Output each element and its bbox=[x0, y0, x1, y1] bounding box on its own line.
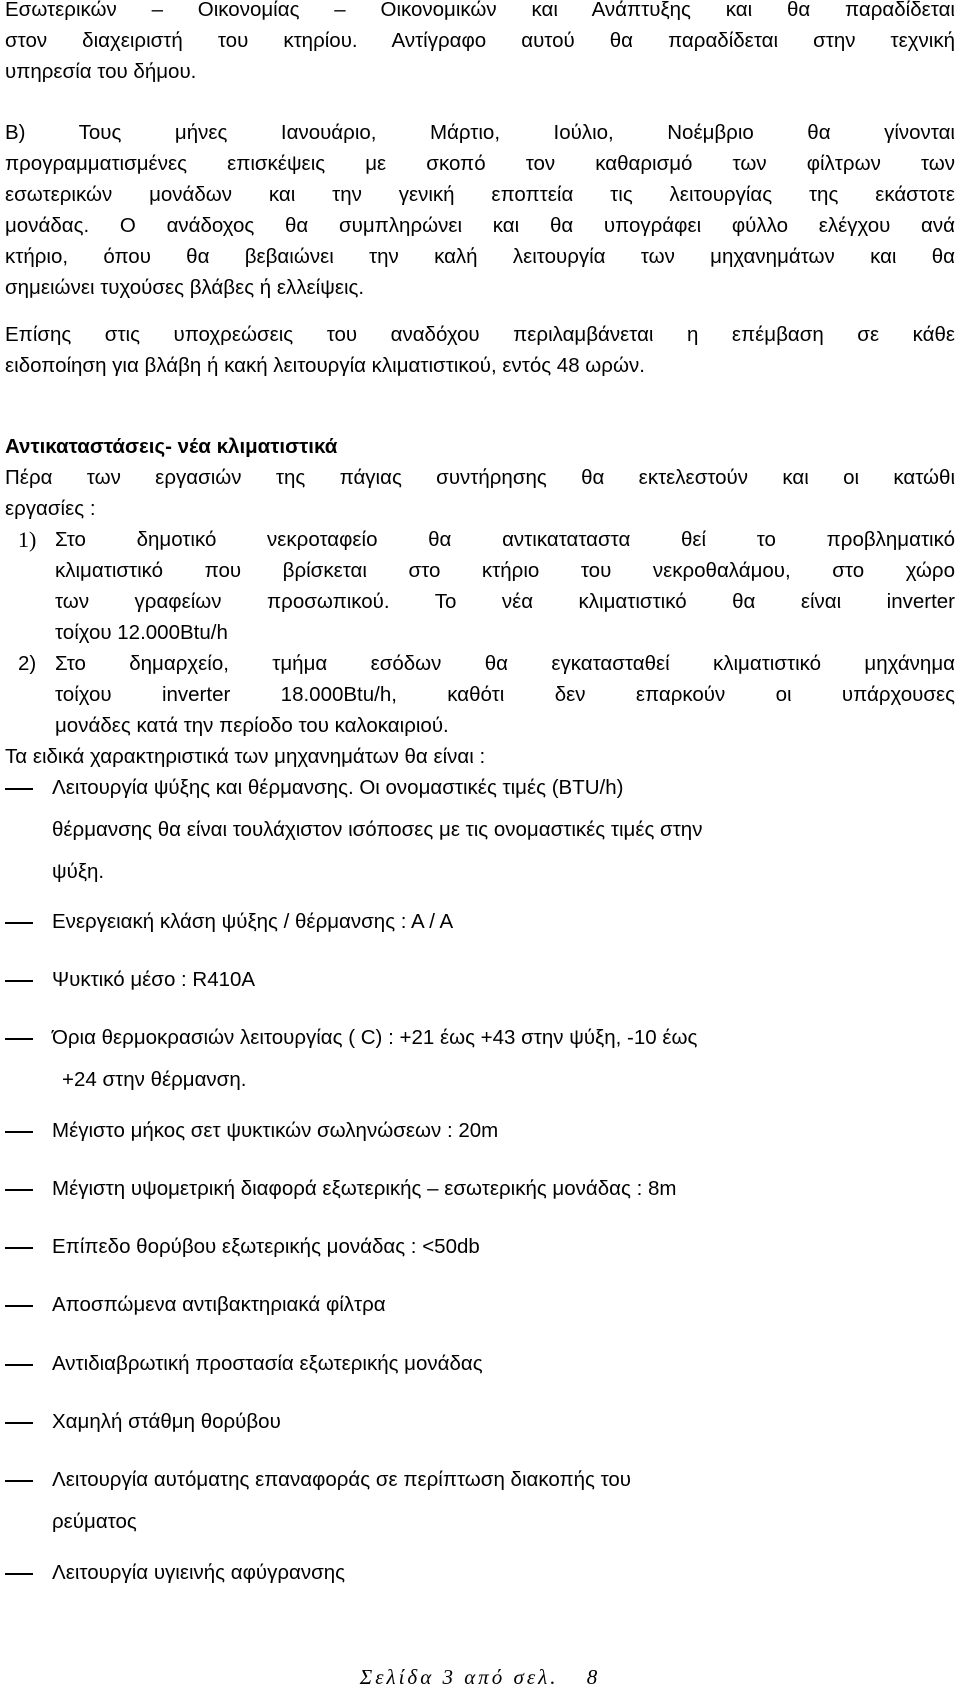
text-line: Ενεργειακή κλάση ψύξης / θέρμανσης : Α / Α bbox=[52, 910, 454, 933]
dash-bullet-icon bbox=[5, 1247, 33, 1249]
specs-intro: Τα ειδικά χαρακτηριστικά των μηχανημάτων θα είναι : bbox=[5, 745, 486, 768]
text-line: προγραμματισμένες επισκέψεις με σκοπό τον καθαρισμό των φίλτρων των bbox=[5, 152, 955, 175]
text-line: Χαμηλή στάθμη θορύβου bbox=[52, 1410, 281, 1433]
text-line: τοίχου 12.000Btu/h bbox=[55, 621, 228, 644]
item-number: 1) bbox=[18, 527, 37, 552]
spec-text bbox=[52, 906, 955, 937]
dash-bullet-icon bbox=[5, 980, 33, 982]
text-line: κλιματιστικό που βρίσκεται στο κτήριο του νεκροθαλάμου, στο χώρο bbox=[55, 559, 955, 582]
spec-text bbox=[52, 1115, 955, 1146]
spec-text bbox=[52, 1289, 955, 1320]
text-line: Λειτουργία ψύξης και θέρμανσης. Οι ονομαστικές τιμές (BTU/h) bbox=[52, 776, 624, 799]
text-line: θέρμανσης θα είναι τουλάχιστον ισόποσες με τις ονομαστικές τιμές στην bbox=[52, 818, 703, 841]
text-line: των γραφείων προσωπικού. Το νέα κλιματιστικό θα είναι inverter bbox=[55, 590, 955, 613]
text-line: Επίσης στις υποχρεώσεις του αναδόχου περιλαμβάνεται η επέμβαση σε κάθε bbox=[5, 323, 955, 346]
text-line: Εσωτερικών – Οικονομίας – Οικονομικών και Ανάπτυξης και θα παραδίδεται bbox=[5, 0, 955, 21]
text-line: τοίχου inverter 18.000Btu/h, καθότι δεν επαρκούν οι υπάρχουσες bbox=[55, 683, 955, 706]
text-line: Επίπεδο θορύβου εξωτερικής μονάδας : <50db bbox=[52, 1235, 480, 1258]
item-number: 2) bbox=[18, 652, 37, 675]
spec-text bbox=[52, 1557, 955, 1588]
spec-text bbox=[52, 964, 955, 995]
item-body bbox=[55, 524, 955, 648]
text-line: Αντιδιαβρωτική προστασία εξωτερικής μονάδας bbox=[52, 1352, 483, 1375]
item-body bbox=[55, 648, 955, 741]
dash-bullet-icon bbox=[5, 1364, 33, 1366]
text-line: κτήριο, όπου θα βεβαιώνει την καλή λειτουργία των μηχανημάτων και θα bbox=[5, 245, 955, 268]
dash-bullet-icon bbox=[5, 1422, 33, 1424]
dash-bullet-icon bbox=[5, 1131, 33, 1133]
text-line: Β) Τους μήνες Ιανουάριο, Μάρτιο, Ιούλιο, Νοέμβριο θα γίνονται bbox=[5, 121, 955, 144]
page-footer bbox=[5, 1663, 955, 1691]
page-total: 8 bbox=[586, 1665, 601, 1689]
dash-bullet-icon bbox=[5, 1573, 33, 1575]
text-line: Λειτουργία αυτόματης επαναφοράς σε περίπτωση διακοπής του bbox=[52, 1468, 632, 1491]
text-line: μονάδας. Ο ανάδοχος θα συμπληρώνει και θα υπογράφει φύλλο ελέγχου ανά bbox=[5, 214, 955, 237]
text-line: Μέγιστη υψομετρική διαφορά εξωτερικής – εσωτερικής μονάδας : 8m bbox=[52, 1177, 677, 1200]
paragraph-intro bbox=[5, 0, 955, 87]
paragraph-b bbox=[5, 117, 955, 303]
text-line: σημειώνει τυχούσες βλάβες ή ελλείψεις. bbox=[5, 276, 365, 299]
spec-text bbox=[52, 1348, 955, 1379]
text-line: Στο δημοτικό νεκροταφείο θα αντικαταταστα θεί το προβληματικό bbox=[55, 528, 955, 551]
dash-bullet-icon bbox=[5, 1480, 33, 1482]
text-line: Όρια θερμοκρασιών λειτουργίας ( C) : +21 έως +43 στην ψύξη, -10 έως bbox=[52, 1026, 698, 1049]
dash-bullet-icon bbox=[5, 922, 33, 924]
spec-text bbox=[52, 1231, 955, 1262]
page-number-label: Σελίδα 3 από σελ. bbox=[359, 1665, 559, 1689]
text-line: στον διαχειριστή του κτηρίου. Αντίγραφο αυτού θα παραδίδεται στην τεχνική bbox=[5, 29, 955, 52]
dash-bullet-icon bbox=[5, 1038, 33, 1040]
text-line: Λειτουργία υγιεινής αφύγρανσης bbox=[52, 1561, 346, 1584]
spec-text bbox=[52, 1173, 955, 1204]
text-line: +24 στην θέρμανση. bbox=[62, 1068, 247, 1091]
dash-bullet-icon bbox=[5, 788, 33, 790]
text-line: Ψυκτικό μέσο : R410A bbox=[52, 968, 256, 991]
text-line: Πέρα των εργασιών της πάγιας συντήρησης θα εκτελεστούν και οι κατώθι bbox=[5, 466, 955, 489]
spec-text bbox=[52, 1406, 955, 1437]
paragraph-obligations bbox=[5, 319, 955, 381]
spec-text bbox=[52, 1017, 955, 1101]
text-line: υπηρεσία του δήμου. bbox=[5, 60, 197, 83]
text-line: εσωτερικών μονάδων και την γενική εποπτεία τις λειτουργίας της εκάστοτε bbox=[5, 183, 955, 206]
text-line: εργασίες : bbox=[5, 497, 96, 520]
dash-bullet-icon bbox=[5, 1189, 33, 1191]
dash-bullet-icon bbox=[5, 1305, 33, 1307]
text-line: Μέγιστο μήκος σετ ψυκτικών σωληνώσεων : 20m bbox=[52, 1119, 499, 1142]
text-line: ρεύματος bbox=[52, 1510, 137, 1533]
text-line: μονάδες κατά την περίοδο του καλοκαιριού. bbox=[55, 714, 449, 737]
text-line: ψύξη. bbox=[52, 860, 105, 883]
spec-text bbox=[52, 1459, 955, 1543]
spec-text bbox=[52, 767, 955, 893]
text-line: Αποσπώμενα αντιβακτηριακά φίλτρα bbox=[52, 1293, 386, 1316]
section-intro bbox=[5, 462, 955, 524]
text-line: Στο δημαρχείο, τμήμα εσόδων θα εγκατασταθεί κλιματιστικό μηχάνημα bbox=[55, 652, 955, 675]
section-heading: Αντικαταστάσεις- νέα κλιματιστικά bbox=[5, 435, 338, 458]
text-line: ειδοποίηση για βλάβη ή κακή λειτουργία κλιματιστικού, εντός 48 ωρών. bbox=[5, 354, 645, 377]
